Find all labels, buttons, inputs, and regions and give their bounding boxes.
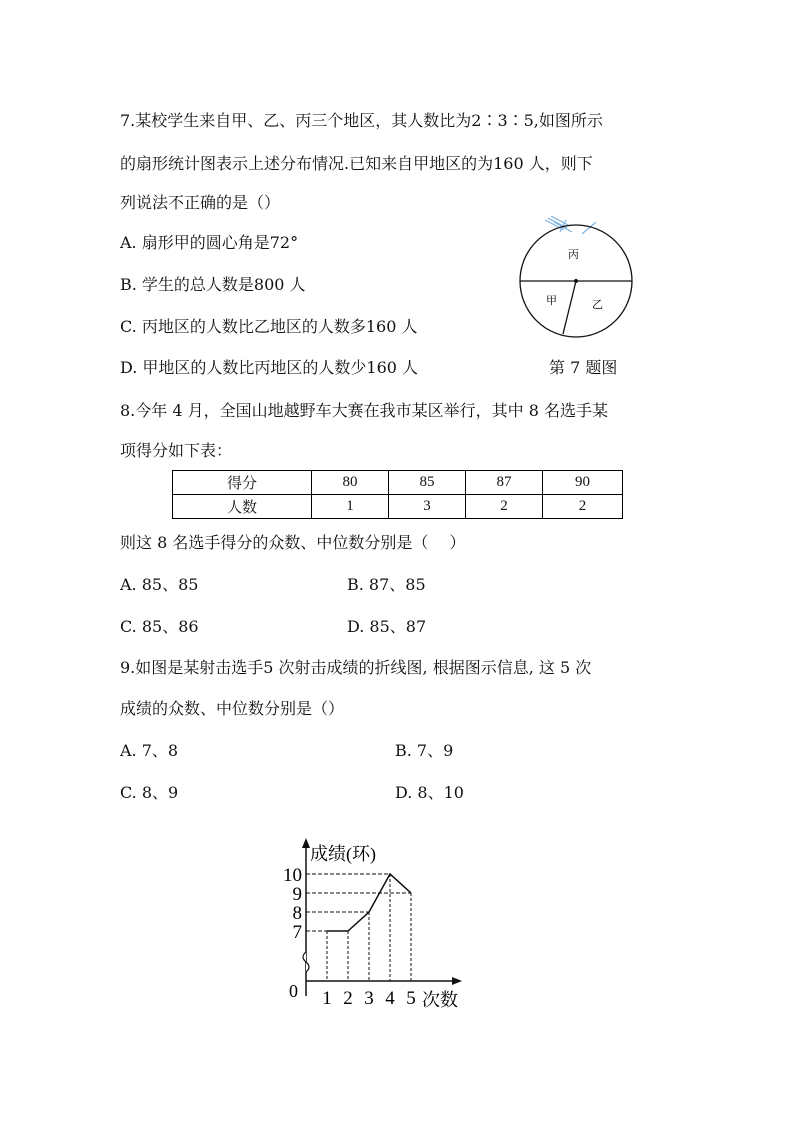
q8-question: 则这 8 名选手得分的众数、中位数分别是（ ） bbox=[120, 533, 466, 552]
q9-option-d: D. 8、10 bbox=[395, 783, 464, 802]
q9-line-2: 成绩的众数、中位数分别是（） bbox=[120, 699, 345, 718]
y-tick-label: 8 bbox=[292, 903, 302, 924]
y-tick-label: 10 bbox=[283, 865, 302, 886]
table-cell: 85 bbox=[389, 471, 466, 495]
q7-option-a: A. 扇形甲的圆心角是72° bbox=[120, 233, 299, 252]
pie-label-bing: 丙 bbox=[568, 249, 579, 261]
q7-line-2: 的扇形统计图表示上述分布情况.已知来自甲地区的为160 人，则下 bbox=[120, 154, 593, 173]
table-row bbox=[173, 495, 623, 519]
table-cell: 90 bbox=[543, 471, 623, 495]
pie-label-yi: 乙 bbox=[592, 299, 603, 311]
origin-label: 0 bbox=[289, 981, 298, 1001]
table-cell: 80 bbox=[312, 471, 389, 495]
q7-pie-chart bbox=[512, 216, 642, 346]
q9-option-a: A. 7、8 bbox=[120, 741, 179, 760]
y-axis-arrow bbox=[302, 838, 310, 848]
pie-radius bbox=[563, 281, 576, 334]
chart-guides bbox=[306, 874, 411, 981]
table-count-label: 人数 bbox=[173, 495, 312, 519]
q8-option-b: B. 87、85 bbox=[347, 575, 426, 594]
table-row bbox=[173, 471, 623, 495]
q9-option-c: C. 8、9 bbox=[120, 783, 179, 802]
pie-label-jia: 甲 bbox=[546, 295, 557, 307]
q8-line-2: 项得分如下表： bbox=[120, 441, 233, 460]
y-tick-label: 9 bbox=[292, 884, 302, 905]
table-cell: 1 bbox=[312, 495, 389, 519]
table-cell: 2 bbox=[543, 495, 623, 519]
x-tick-label: 5 bbox=[406, 988, 416, 1009]
x-axis-label: 次数 bbox=[422, 990, 458, 1010]
y-tick-label: 7 bbox=[292, 922, 302, 943]
q9-option-b: B. 7、9 bbox=[395, 741, 454, 760]
pie-center bbox=[574, 279, 578, 283]
q8-option-d: D. 85、87 bbox=[347, 617, 427, 636]
q7-option-c: C. 丙地区的人数比乙地区的人数多160 人 bbox=[120, 317, 418, 336]
q8-option-a: A. 85、85 bbox=[120, 575, 199, 594]
table-cell: 3 bbox=[389, 495, 466, 519]
q9-line-chart bbox=[270, 836, 490, 1016]
q7-option-d: D. 甲地区的人数比丙地区的人数少160 人 bbox=[120, 358, 419, 377]
q7-line-3: 列说法不正确的是（） bbox=[120, 193, 281, 212]
axis-break-mark bbox=[303, 952, 309, 972]
x-tick-label: 4 bbox=[385, 988, 395, 1009]
score-table bbox=[172, 470, 623, 519]
x-tick-label: 3 bbox=[364, 988, 374, 1009]
x-tick-label: 1 bbox=[322, 988, 332, 1009]
q8-option-c: C. 85、86 bbox=[120, 617, 199, 636]
table-cell: 2 bbox=[466, 495, 543, 519]
q7-option-b: B. 学生的总人数是800 人 bbox=[120, 275, 306, 294]
x-tick-label: 2 bbox=[343, 988, 353, 1009]
q7-line-1: 7.某校学生来自甲、乙、丙三个地区，其人数比为2∶3∶5,如图所示 bbox=[120, 111, 603, 130]
table-header-label: 得分 bbox=[173, 471, 312, 495]
chart-marks bbox=[283, 865, 416, 1009]
table-cell: 87 bbox=[466, 471, 543, 495]
q9-line-1: 9.如图是某射击选手5 次射击成绩的折线图, 根据图示信息, 这 5 次 bbox=[120, 658, 592, 677]
q7-figure-caption: 第 7 题图 bbox=[549, 358, 618, 377]
y-axis-label: 成绩(环) bbox=[310, 844, 376, 864]
x-axis-arrow bbox=[452, 977, 462, 985]
q8-line-1: 8.今年 4 月，全国山地越野车大赛在我市某区举行，其中 8 名选手某 bbox=[120, 401, 608, 420]
